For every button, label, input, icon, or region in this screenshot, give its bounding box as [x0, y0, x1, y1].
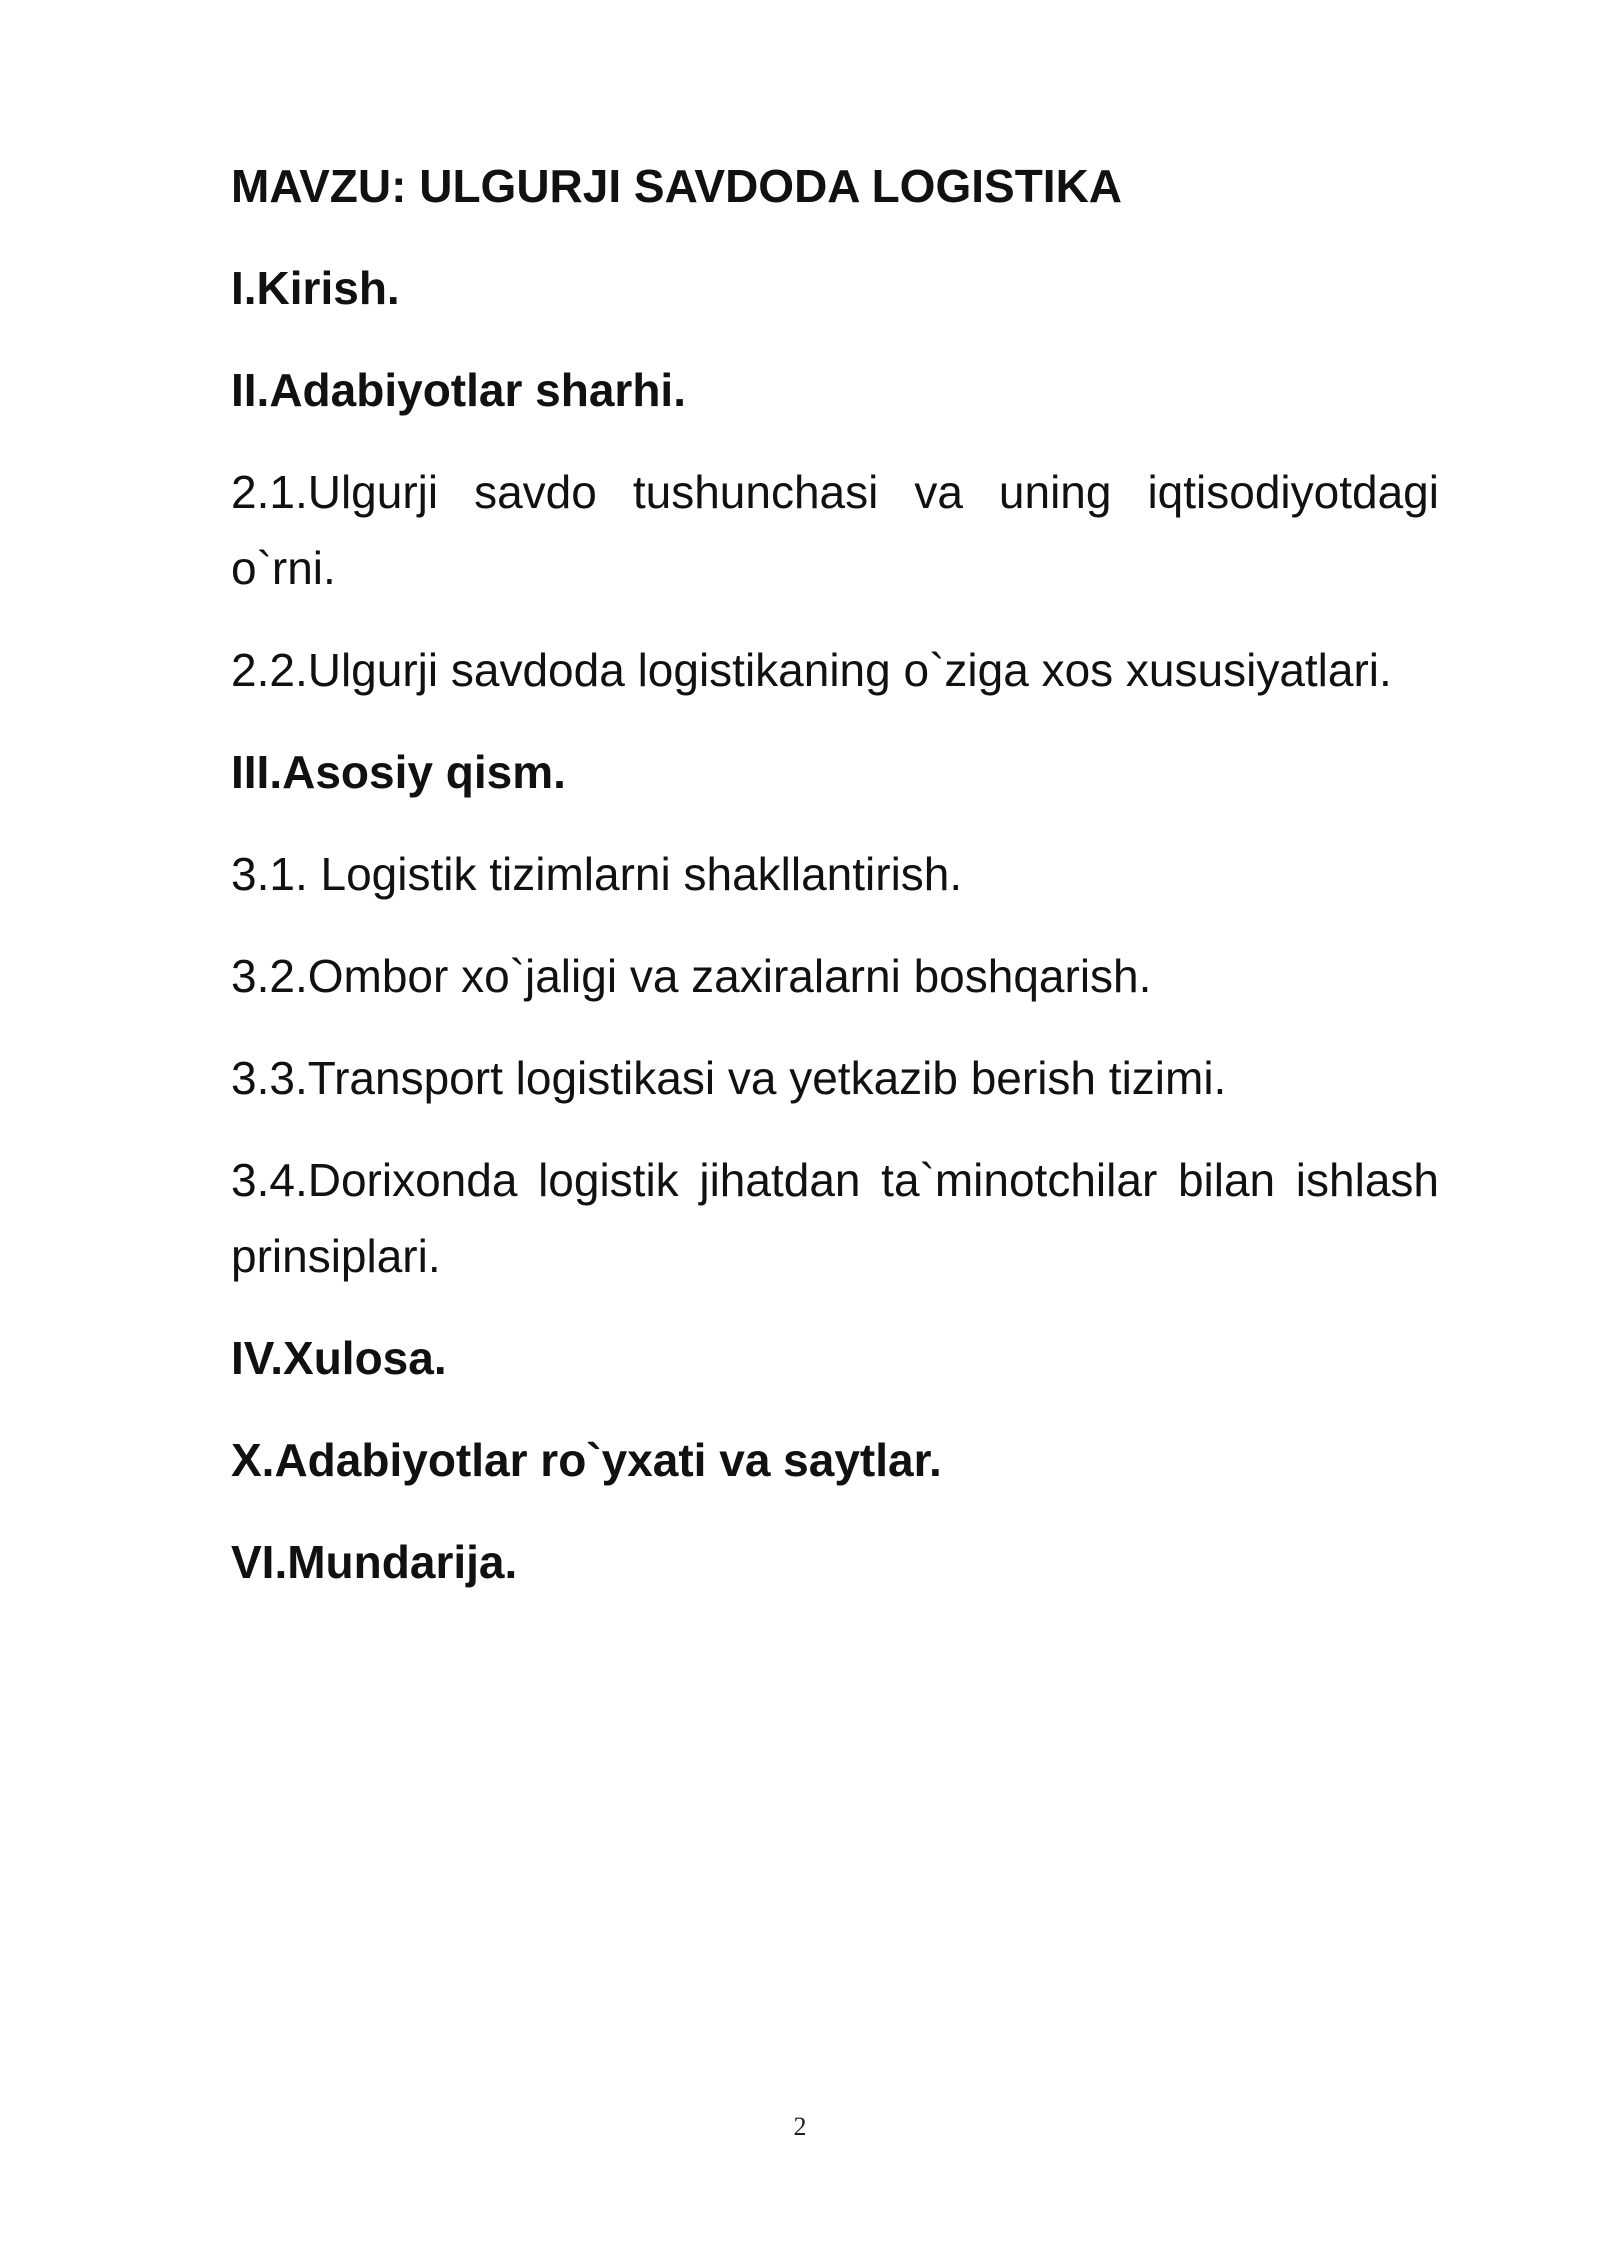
toc-subitem-3-1: 3.1. Logistik tizimlarni shakllantirish.	[231, 848, 963, 900]
toc-subitem-3-4: 3.4.Dorixonda logistik jihatdan ta`minotchilar bilan ishlash prinsiplari.	[231, 1154, 1439, 1282]
toc-item-literature-review: II.Adabiyotlar sharhi.	[231, 364, 686, 416]
toc-item-references: X.Adabiyotlar ro`yxati va saytlar.	[231, 1434, 942, 1486]
toc-subitem-3-2: 3.2.Ombor xo`jaligi va zaxiralarni boshqarish.	[231, 950, 1152, 1002]
toc-subitem-3-3: 3.3.Transport logistikasi va yetkazib berish tizimi.	[231, 1052, 1227, 1104]
toc-subitem-2-2: 2.2.Ulgurji savdoda logistikaning o`ziga xos xususiyatlari.	[231, 644, 1392, 696]
toc-subitem-2-1: 2.1.Ulgurji savdo tushunchasi va uning iqtisodiyotdagi o`rni.	[231, 466, 1439, 594]
table-of-contents	[231, 148, 1439, 1626]
page-number: 2	[793, 2112, 807, 2141]
toc-item-contents: VI.Mundarija.	[231, 1536, 518, 1588]
toc-item-conclusion: IV.Xulosa.	[231, 1332, 447, 1384]
toc-item-introduction: I.Kirish.	[231, 262, 400, 314]
document-title: MAVZU: ULGURJI SAVDODA LOGISTIKA	[231, 160, 1123, 212]
toc-item-main-part: III.Asosiy qism.	[231, 746, 566, 798]
